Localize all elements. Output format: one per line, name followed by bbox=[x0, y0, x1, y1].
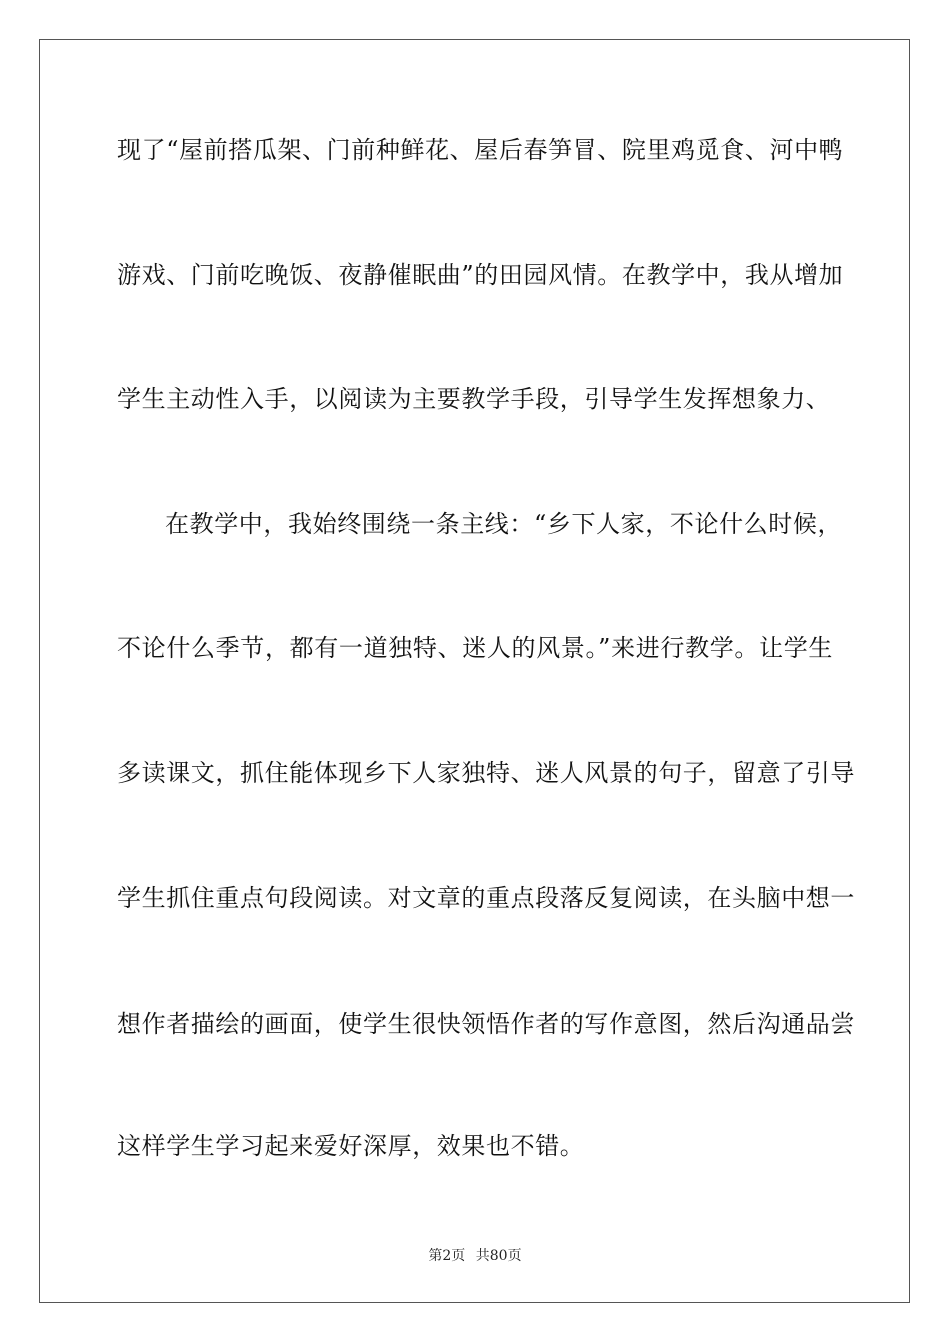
page-number: 第2页 bbox=[428, 1248, 466, 1264]
page-border bbox=[39, 39, 910, 1303]
body-line-7: 学生抓住重点句段阅读。对文章的重点段落反复阅读，在头脑中想一 bbox=[117, 884, 855, 912]
body-line-9: 这样学生学习起来爱好深厚，效果也不错。 bbox=[117, 1132, 585, 1160]
body-line-4-paragraph-start: 在教学中，我始终围绕一条主线：“乡下人家，不论什么时候， bbox=[165, 510, 843, 538]
page-total: 共80页 bbox=[475, 1248, 522, 1264]
page-footer bbox=[0, 1246, 950, 1266]
body-line-2: 游戏、门前吃晚饭、夜静催眠曲”的田园风情。在教学中，我从增加 bbox=[117, 261, 844, 289]
body-line-8: 想作者描绘的画面，使学生很快领悟作者的写作意图，然后沟通品尝 bbox=[117, 1010, 855, 1038]
body-line-5: 不论什么季节，都有一道独特、迷人的风景。”来进行教学。让学生 bbox=[117, 634, 833, 662]
body-line-1: 现了“屋前搭瓜架、门前种鲜花、屋后春笋冒、院里鸡觅食、河中鸭 bbox=[117, 136, 844, 164]
body-line-3: 学生主动性入手，以阅读为主要教学手段，引导学生发挥想象力、 bbox=[117, 385, 831, 413]
body-line-6: 多读课文，抓住能体现乡下人家独特、迷人风景的句子，留意了引导 bbox=[117, 759, 855, 787]
